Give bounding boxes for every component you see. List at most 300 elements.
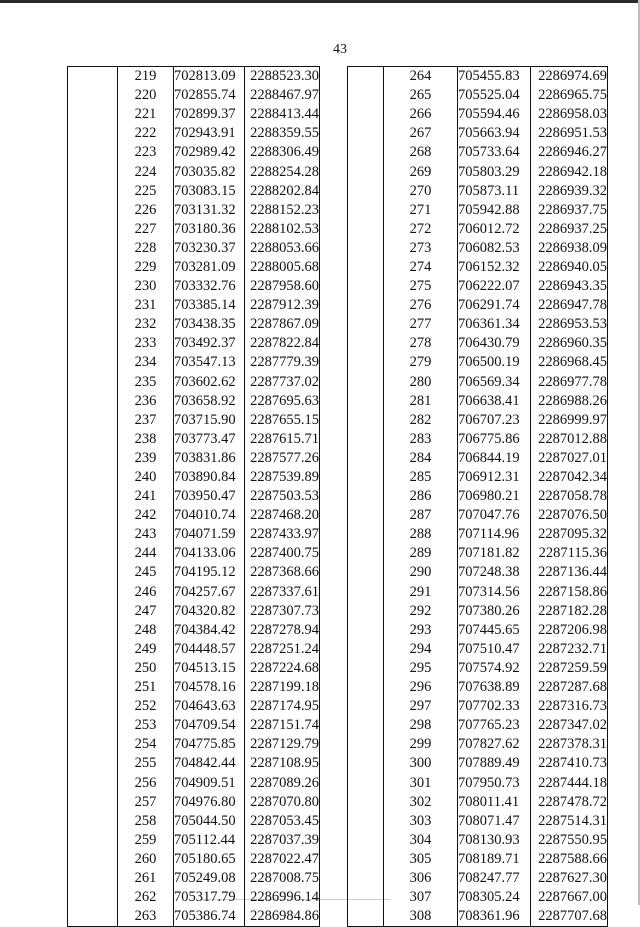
- x-coordinate: 705803.29: [458, 162, 531, 181]
- y-coordinate: 2287577.26: [250, 449, 319, 466]
- y-coordinate: 2287251.24: [250, 640, 319, 657]
- blank-cell: [68, 716, 118, 735]
- table-row: [348, 678, 608, 697]
- table-row: [68, 850, 320, 869]
- y-coordinate: 2287615.71: [250, 430, 319, 447]
- x-coordinate: 702899.37: [174, 105, 245, 124]
- y-coordinate: 2287076.50: [538, 507, 607, 524]
- x-coordinate: 707248.38: [458, 563, 531, 582]
- table-row: [68, 258, 320, 277]
- x-coordinate: 704709.54: [174, 716, 245, 735]
- table-row: [348, 850, 608, 869]
- x-coordinate: 705942.88: [458, 201, 531, 220]
- page-number: 43: [333, 42, 347, 57]
- point-number: 237: [118, 411, 174, 430]
- y-coordinate: 2287655.15: [250, 411, 319, 428]
- y-coordinate: 2287206.98: [538, 621, 607, 638]
- y-coordinate: 2287478.72: [538, 793, 607, 810]
- y-coordinate: 2286960.35: [538, 335, 607, 352]
- point-number: 243: [118, 525, 174, 544]
- point-number: 285: [384, 468, 458, 487]
- y-coordinate: 2287368.66: [250, 564, 319, 581]
- blank-cell: [348, 793, 384, 812]
- y-coordinate: 2287779.39: [250, 354, 319, 371]
- blank-cell: [348, 392, 384, 411]
- x-coordinate: 707181.82: [458, 544, 531, 563]
- y-coordinate: 2288202.84: [250, 182, 319, 199]
- y-coordinate: 2287136.44: [538, 564, 607, 581]
- blank-cell: [348, 697, 384, 716]
- point-number: 269: [384, 162, 458, 181]
- blank-cell: [68, 449, 118, 468]
- table-row: [348, 697, 608, 716]
- point-number: 251: [118, 678, 174, 697]
- y-coordinate: 2288005.68: [250, 258, 319, 275]
- point-number: 263: [118, 907, 174, 927]
- table-row: [348, 430, 608, 449]
- table-row: [348, 793, 608, 812]
- blank-cell: [348, 162, 384, 181]
- blank-cell: [68, 621, 118, 640]
- y-coordinate: 2287400.75: [250, 545, 319, 562]
- y-coordinate: 2287278.94: [250, 621, 319, 638]
- x-coordinate: 703230.37: [174, 239, 245, 258]
- point-number: 219: [118, 67, 174, 87]
- table-row: [68, 563, 320, 582]
- blank-cell: [68, 697, 118, 716]
- table-row: [68, 812, 320, 831]
- table-row: [68, 678, 320, 697]
- point-number: 305: [384, 850, 458, 869]
- x-coordinate: 708361.96: [458, 907, 531, 927]
- y-coordinate: 2287667.00: [538, 889, 607, 906]
- table-row: [348, 754, 608, 773]
- y-coordinate: 2286953.53: [538, 316, 607, 333]
- table-row: [348, 258, 608, 277]
- point-number: 249: [118, 640, 174, 659]
- y-coordinate: 2287042.34: [538, 469, 607, 486]
- x-coordinate: 708189.71: [458, 850, 531, 869]
- table-row: [348, 735, 608, 754]
- x-coordinate: 707510.47: [458, 640, 531, 659]
- point-number: 294: [384, 640, 458, 659]
- blank-cell: [348, 754, 384, 773]
- x-coordinate: 703083.15: [174, 182, 245, 201]
- table-row: [68, 105, 320, 124]
- blank-cell: [68, 602, 118, 621]
- table-row: [348, 449, 608, 468]
- y-coordinate: 2286940.05: [538, 258, 607, 275]
- blank-cell: [348, 353, 384, 372]
- x-coordinate: 704513.15: [174, 659, 245, 678]
- table-row: [68, 411, 320, 430]
- y-coordinate: 2287070.80: [250, 793, 319, 810]
- x-coordinate: 706638.41: [458, 392, 531, 411]
- point-number: 295: [384, 659, 458, 678]
- x-coordinate: 707827.62: [458, 735, 531, 754]
- table-row: [68, 793, 320, 812]
- blank-cell: [68, 411, 118, 430]
- table-row: [348, 869, 608, 888]
- y-coordinate: 2286974.69: [538, 68, 607, 85]
- x-coordinate: 706430.79: [458, 334, 531, 353]
- blank-cell: [348, 105, 384, 124]
- x-coordinate: 704071.59: [174, 525, 245, 544]
- point-number: 297: [384, 697, 458, 716]
- y-coordinate: 2287058.78: [538, 488, 607, 505]
- y-coordinate: 2287151.74: [250, 717, 319, 734]
- blank-cell: [348, 869, 384, 888]
- point-number: 261: [118, 869, 174, 888]
- blank-cell: [68, 563, 118, 582]
- x-coordinate: 705455.83: [458, 67, 531, 87]
- x-coordinate: 703890.84: [174, 468, 245, 487]
- table-row: [68, 640, 320, 659]
- x-coordinate: 704976.80: [174, 793, 245, 812]
- table-row: [68, 468, 320, 487]
- x-coordinate: 704643.63: [174, 697, 245, 716]
- point-number: 278: [384, 334, 458, 353]
- y-coordinate: 2287468.20: [250, 507, 319, 524]
- y-coordinate: 2287022.47: [250, 850, 319, 867]
- x-coordinate: 703131.32: [174, 201, 245, 220]
- x-coordinate: 702855.74: [174, 86, 245, 105]
- x-coordinate: 706152.32: [458, 258, 531, 277]
- x-coordinate: 706361.34: [458, 315, 531, 334]
- table-row: [68, 716, 320, 735]
- x-coordinate: 704775.85: [174, 735, 245, 754]
- point-number: 289: [384, 544, 458, 563]
- table-row: [348, 773, 608, 792]
- point-number: 248: [118, 621, 174, 640]
- x-coordinate: 706775.86: [458, 430, 531, 449]
- point-number: 228: [118, 239, 174, 258]
- blank-cell: [68, 869, 118, 888]
- table-row: [348, 583, 608, 602]
- x-coordinate: 702813.09: [174, 67, 245, 87]
- blank-cell: [68, 430, 118, 449]
- point-number: 293: [384, 621, 458, 640]
- point-number: 288: [384, 525, 458, 544]
- x-coordinate: 706980.21: [458, 487, 531, 506]
- x-coordinate: 703547.13: [174, 353, 245, 372]
- x-coordinate: 708130.93: [458, 831, 531, 850]
- blank-cell: [68, 831, 118, 850]
- x-coordinate: 703438.35: [174, 315, 245, 334]
- point-number: 252: [118, 697, 174, 716]
- blank-cell: [68, 143, 118, 162]
- point-number: 235: [118, 373, 174, 392]
- y-coordinate: 2287182.28: [538, 602, 607, 619]
- table-row: [68, 735, 320, 754]
- blank-cell: [348, 239, 384, 258]
- y-coordinate: 2287108.95: [250, 755, 319, 772]
- x-coordinate: 702989.42: [174, 143, 245, 162]
- y-coordinate: 2287012.88: [538, 430, 607, 447]
- y-coordinate: 2288467.97: [250, 87, 319, 104]
- point-number: 220: [118, 86, 174, 105]
- x-coordinate: 706569.34: [458, 373, 531, 392]
- point-number: 275: [384, 277, 458, 296]
- x-coordinate: 705044.50: [174, 812, 245, 831]
- blank-cell: [68, 162, 118, 181]
- table-row: [68, 201, 320, 220]
- y-coordinate: 2287037.39: [250, 831, 319, 848]
- y-coordinate: 2286965.75: [538, 87, 607, 104]
- y-coordinate: 2288413.44: [250, 106, 319, 123]
- y-coordinate: 2287337.61: [250, 583, 319, 600]
- blank-cell: [348, 124, 384, 143]
- blank-cell: [348, 86, 384, 105]
- x-coordinate: 707765.23: [458, 716, 531, 735]
- y-coordinate: 2288306.49: [250, 144, 319, 161]
- point-number: 303: [384, 812, 458, 831]
- y-coordinate: 2286988.26: [538, 392, 607, 409]
- table-row: [68, 220, 320, 239]
- table-row: [348, 812, 608, 831]
- y-coordinate: 2286951.53: [538, 125, 607, 142]
- point-number: 262: [118, 888, 174, 907]
- blank-cell: [348, 735, 384, 754]
- x-coordinate: 704842.44: [174, 754, 245, 773]
- blank-cell: [348, 487, 384, 506]
- table-row: [68, 296, 320, 315]
- point-number: 284: [384, 449, 458, 468]
- table-row: [68, 869, 320, 888]
- table-row: [348, 373, 608, 392]
- point-number: 306: [384, 869, 458, 888]
- x-coordinate: 703332.76: [174, 277, 245, 296]
- y-coordinate: 2287089.26: [250, 774, 319, 791]
- table-row: [348, 162, 608, 181]
- point-number: 300: [384, 754, 458, 773]
- point-number: 282: [384, 411, 458, 430]
- x-coordinate: 703385.14: [174, 296, 245, 315]
- blank-cell: [68, 86, 118, 105]
- blank-cell: [348, 831, 384, 850]
- table-row: [68, 773, 320, 792]
- table-row: [68, 888, 320, 907]
- point-number: 266: [384, 105, 458, 124]
- y-coordinate: 2287503.53: [250, 488, 319, 505]
- blank-cell: [68, 468, 118, 487]
- point-number: 257: [118, 793, 174, 812]
- blank-cell: [68, 124, 118, 143]
- blank-cell: [348, 525, 384, 544]
- point-number: 283: [384, 430, 458, 449]
- point-number: 253: [118, 716, 174, 735]
- point-number: 291: [384, 583, 458, 602]
- y-coordinate: 2287232.71: [538, 640, 607, 657]
- x-coordinate: 703831.86: [174, 449, 245, 468]
- coordinates-table-left: [67, 66, 320, 927]
- blank-cell: [68, 640, 118, 659]
- y-coordinate: 2287115.36: [538, 545, 607, 562]
- point-number: 265: [384, 86, 458, 105]
- table-row: [68, 239, 320, 258]
- x-coordinate: 707950.73: [458, 773, 531, 792]
- table-row: [348, 602, 608, 621]
- table-row: [68, 143, 320, 162]
- point-number: 250: [118, 659, 174, 678]
- y-coordinate: 2288359.55: [250, 125, 319, 142]
- y-coordinate: 2287199.18: [250, 679, 319, 696]
- y-coordinate: 2287287.68: [538, 679, 607, 696]
- table-row: [348, 86, 608, 105]
- blank-cell: [68, 334, 118, 353]
- table-row: [348, 315, 608, 334]
- blank-cell: [68, 793, 118, 812]
- table-row: [68, 430, 320, 449]
- x-coordinate: 704384.42: [174, 621, 245, 640]
- x-coordinate: 708071.47: [458, 812, 531, 831]
- blank-cell: [348, 468, 384, 487]
- point-number: 308: [384, 907, 458, 927]
- y-coordinate: 2287129.79: [250, 736, 319, 753]
- y-coordinate: 2288102.53: [250, 220, 319, 237]
- x-coordinate: 704909.51: [174, 773, 245, 792]
- x-coordinate: 706707.23: [458, 411, 531, 430]
- x-coordinate: 705249.08: [174, 869, 245, 888]
- blank-cell: [68, 506, 118, 525]
- x-coordinate: 707702.33: [458, 697, 531, 716]
- y-coordinate: 2287095.32: [538, 526, 607, 543]
- y-coordinate: 2287627.30: [538, 869, 607, 886]
- table-row: [68, 754, 320, 773]
- blank-cell: [68, 754, 118, 773]
- point-number: 298: [384, 716, 458, 735]
- blank-cell: [68, 525, 118, 544]
- y-coordinate: 2286937.75: [538, 201, 607, 218]
- table-row: [348, 506, 608, 525]
- point-number: 230: [118, 277, 174, 296]
- x-coordinate: 707314.56: [458, 583, 531, 602]
- x-coordinate: 707574.92: [458, 659, 531, 678]
- x-coordinate: 704320.82: [174, 602, 245, 621]
- y-coordinate: 2286938.09: [538, 239, 607, 256]
- y-coordinate: 2286946.27: [538, 144, 607, 161]
- table-row: [348, 468, 608, 487]
- blank-cell: [348, 640, 384, 659]
- y-coordinate: 2287514.31: [538, 812, 607, 829]
- x-coordinate: 704257.67: [174, 583, 245, 602]
- x-coordinate: 708305.24: [458, 888, 531, 907]
- y-coordinate: 2287444.18: [538, 774, 607, 791]
- point-number: 281: [384, 392, 458, 411]
- blank-cell: [68, 277, 118, 296]
- point-number: 260: [118, 850, 174, 869]
- blank-cell: [348, 678, 384, 697]
- blank-cell: [348, 888, 384, 907]
- point-number: 224: [118, 162, 174, 181]
- point-number: 258: [118, 812, 174, 831]
- x-coordinate: 705180.65: [174, 850, 245, 869]
- point-number: 280: [384, 373, 458, 392]
- x-coordinate: 706912.31: [458, 468, 531, 487]
- table-row: [348, 487, 608, 506]
- table-row: [348, 621, 608, 640]
- blank-cell: [68, 812, 118, 831]
- table-row: [68, 353, 320, 372]
- x-coordinate: 703035.82: [174, 162, 245, 181]
- blank-cell: [68, 373, 118, 392]
- table-row: [348, 239, 608, 258]
- blank-cell: [348, 812, 384, 831]
- table-row: [348, 544, 608, 563]
- point-number: 259: [118, 831, 174, 850]
- point-number: 234: [118, 353, 174, 372]
- x-coordinate: 704195.12: [174, 563, 245, 582]
- table-row: [348, 220, 608, 239]
- y-coordinate: 2286947.78: [538, 297, 607, 314]
- table-row: [348, 640, 608, 659]
- y-coordinate: 2286942.18: [538, 163, 607, 180]
- point-number: 274: [384, 258, 458, 277]
- table-row: [68, 544, 320, 563]
- y-coordinate: 2286996.14: [250, 889, 319, 906]
- table-row: [68, 697, 320, 716]
- point-number: 241: [118, 487, 174, 506]
- x-coordinate: 706082.53: [458, 239, 531, 258]
- blank-cell: [68, 353, 118, 372]
- table-row: [68, 907, 320, 927]
- point-number: 244: [118, 544, 174, 563]
- y-coordinate: 2287550.95: [538, 831, 607, 848]
- point-number: 277: [384, 315, 458, 334]
- x-coordinate: 703715.90: [174, 411, 245, 430]
- y-coordinate: 2287867.09: [250, 316, 319, 333]
- table-row: [68, 334, 320, 353]
- point-number: 240: [118, 468, 174, 487]
- y-coordinate: 2288523.30: [250, 68, 319, 85]
- table-row: [68, 373, 320, 392]
- y-coordinate: 2287008.75: [250, 869, 319, 886]
- blank-cell: [348, 583, 384, 602]
- table-row: [68, 525, 320, 544]
- x-coordinate: 703950.47: [174, 487, 245, 506]
- x-coordinate: 704448.57: [174, 640, 245, 659]
- x-coordinate: 707114.96: [458, 525, 531, 544]
- blank-cell: [348, 563, 384, 582]
- blank-cell: [68, 907, 118, 927]
- point-number: 276: [384, 296, 458, 315]
- table-row: [68, 277, 320, 296]
- x-coordinate: 703492.37: [174, 334, 245, 353]
- point-number: 226: [118, 201, 174, 220]
- table-row: [348, 563, 608, 582]
- y-coordinate: 2287174.95: [250, 698, 319, 715]
- point-number: 231: [118, 296, 174, 315]
- blank-cell: [348, 659, 384, 678]
- table-row: [348, 182, 608, 201]
- point-number: 238: [118, 430, 174, 449]
- blank-cell: [348, 258, 384, 277]
- table-row: [348, 411, 608, 430]
- x-coordinate: 704010.74: [174, 506, 245, 525]
- blank-cell: [348, 182, 384, 201]
- table-row: [348, 907, 608, 927]
- blank-cell: [348, 315, 384, 334]
- blank-cell: [348, 201, 384, 220]
- y-coordinate: 2287158.86: [538, 583, 607, 600]
- blank-cell: [68, 678, 118, 697]
- blank-cell: [68, 544, 118, 563]
- point-number: 246: [118, 583, 174, 602]
- x-coordinate: 707047.76: [458, 506, 531, 525]
- point-number: 245: [118, 563, 174, 582]
- blank-cell: [348, 334, 384, 353]
- y-coordinate: 2286977.78: [538, 373, 607, 390]
